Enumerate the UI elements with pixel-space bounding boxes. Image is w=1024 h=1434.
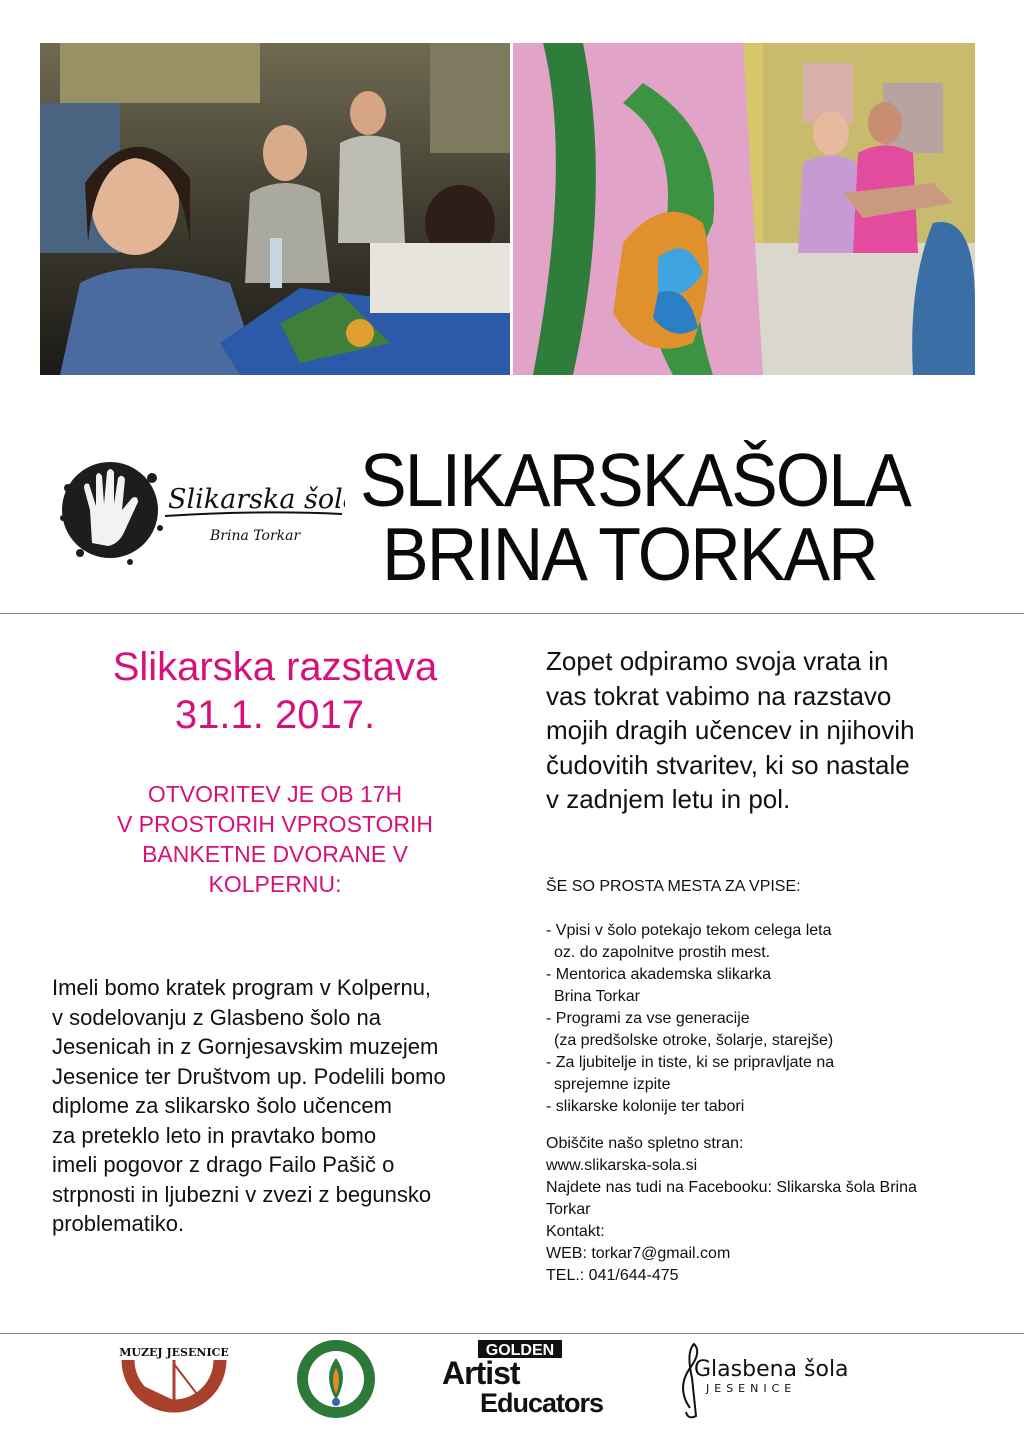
program-line: v sodelovanju z Glasbeno šolo na <box>52 1004 381 1030</box>
event-heading <box>40 643 510 739</box>
golden-artist-educators-logo <box>440 1338 640 1420</box>
program-line: imeli pogovor z drago Failo Pašič o <box>52 1152 395 1177</box>
intro-line: Zopet odpiramo svoja vrata in <box>546 646 889 676</box>
society-round-logo <box>292 1338 380 1420</box>
program-description <box>52 973 502 1239</box>
opening-line: V PROSTORIH VPROSTORIH <box>116 811 434 837</box>
artist-text: Artist <box>442 1355 520 1391</box>
school-logo <box>60 448 345 573</box>
event-title: Slikarska razstava <box>112 645 438 689</box>
divider-top <box>0 613 1024 614</box>
photo-strip <box>40 43 975 375</box>
museum-logo <box>118 1338 230 1420</box>
butterfly-mural-photo <box>513 43 975 375</box>
title-line-2: BRINA TORKAR <box>382 511 877 597</box>
enrollment-item: sprejemne izpite <box>554 1076 671 1093</box>
intro-line: mojih dragih učencev in njihovih <box>546 715 915 745</box>
enrollment-item: - Mentorica akademska slikarka <box>546 966 771 983</box>
program-line: strpnosti in ljubezni v zvezi z begunsko <box>52 1181 432 1207</box>
enrollment-item: (za predšolske otroke, šolarje, starejše) <box>554 1032 834 1049</box>
program-line: diplome za slikarsko šolo učencem <box>52 1093 392 1118</box>
enrollment-item: - Programi za vse generacije <box>546 1010 750 1027</box>
contact-line: Kontakt: <box>546 1223 605 1240</box>
opening-line: BANKETNE DVORANE V <box>142 841 408 867</box>
program-line: Imeli bomo kratek program v Kolpernu, <box>52 975 432 1000</box>
enrollment-item: oz. do zapolnitve prostih mest. <box>554 944 771 961</box>
event-date: 31.1. 2017. <box>174 693 376 737</box>
opening-line: OTVORITEV JE OB 17H <box>147 781 403 807</box>
enrollment-item: - Za ljubitelje in tiste, ki se pripravljate na <box>546 1054 835 1071</box>
divider-bottom <box>0 1333 1024 1334</box>
jesenice-text: JESENICE <box>706 1382 797 1395</box>
school-logo-subtext: Brina Torkar <box>210 528 301 544</box>
contact-phone: TEL.: 041/644-475 <box>546 1267 679 1284</box>
museum-logo-text: MUZEJ JESENICE <box>119 1346 229 1359</box>
enrollment-heading: ŠE SO PROSTA MESTA ZA VPISE: <box>546 878 801 895</box>
intro-line: v zadnjem letu in pol. <box>546 784 791 814</box>
program-line: za preteklo leto in pravtako bomo <box>52 1122 377 1148</box>
educators-text: Educators <box>480 1388 604 1418</box>
school-logo-text: Slikarska šola <box>168 484 345 515</box>
enrollment-item: Brina Torkar <box>554 988 640 1005</box>
glasbena-sola-logo <box>672 1338 877 1420</box>
contact-email: WEB: torkar7@gmail.com <box>546 1245 731 1262</box>
program-line: Jesenicah in z Gornjesavskim muzejem <box>52 1034 439 1059</box>
opening-line: KOLPERNU: <box>208 871 342 897</box>
intro-text <box>546 644 986 817</box>
glasbena-text: Glasbena šola <box>694 1357 849 1382</box>
opening-info <box>40 779 510 899</box>
golden-text: GOLDEN <box>485 1342 555 1359</box>
intro-line: čudovitih stvaritev, ki so nastale <box>546 749 910 780</box>
contact-line: Obiščite našo spletno stran: <box>546 1135 744 1152</box>
children-painting-photo <box>40 43 510 375</box>
contact-line: Torkar <box>546 1201 591 1218</box>
intro-line: vas tokrat vabimo na razstavo <box>546 680 892 711</box>
enrollment-item: - slikarske kolonije ter tabori <box>546 1098 745 1115</box>
contact-website: www.slikarska-sola.si <box>546 1157 698 1174</box>
contact-line: Najdete nas tudi na Facebooku: Slikarska šola Brina <box>546 1179 917 1196</box>
program-line: problematiko. <box>52 1211 185 1236</box>
contact-block <box>546 1133 986 1287</box>
enrollment-list <box>546 920 986 1118</box>
enrollment-item: - Vpisi v šolo potekajo tekom celega leta <box>546 922 832 939</box>
page-title <box>360 437 910 597</box>
title-line-1: SLIKARSKAŠOLA <box>360 437 910 523</box>
program-line: Jesenice ter Društvom up. Podelili bomo <box>52 1063 446 1089</box>
